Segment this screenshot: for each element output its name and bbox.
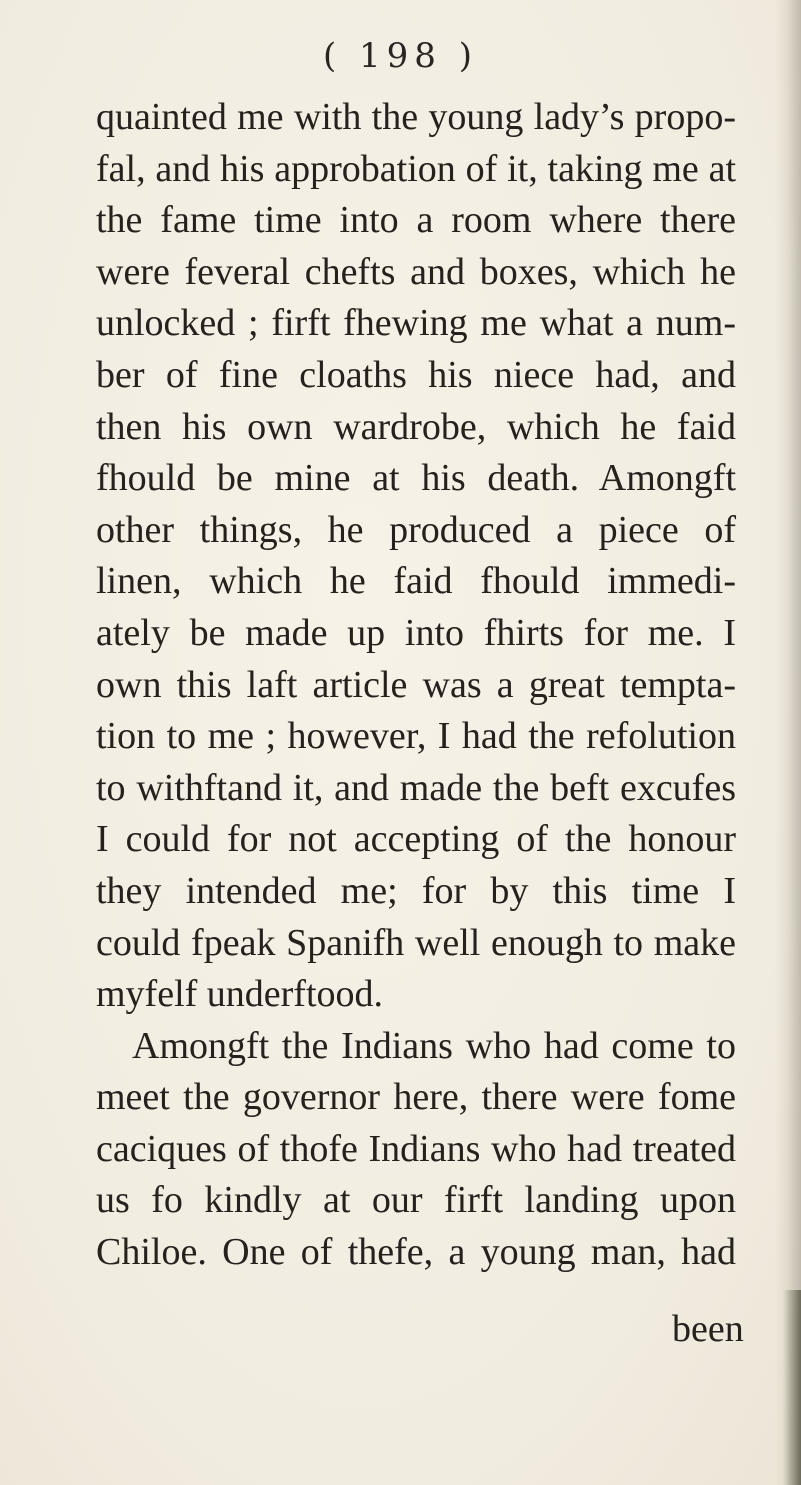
catchword: been bbox=[672, 1308, 744, 1350]
text-line: tion to me ; however, I had the refolution bbox=[96, 715, 736, 758]
text-line: unlocked ; firft fhewing me what a num- bbox=[96, 302, 736, 345]
text-line: quainted me with the young lady’s propo- bbox=[96, 96, 736, 138]
text-line: meet the governor here, there were fome bbox=[96, 1076, 736, 1119]
text-line: ber of fine cloaths his niece had, and bbox=[96, 353, 736, 396]
text-line: caciques of thofe Indians who had treated bbox=[96, 1127, 736, 1170]
text-line: Chiloe. One of thefe, a young man, had bbox=[96, 1231, 736, 1274]
text-line: us fo kindly at our firft landing upon bbox=[96, 1179, 736, 1222]
text-line: to withftand it, and made the beft excufes bbox=[96, 766, 736, 809]
text-line: were feveral chefts and boxes, which he bbox=[96, 250, 736, 293]
text-line: linen, which he faid fhould immedi- bbox=[96, 560, 736, 603]
text-line: they intended me; for by this time I bbox=[96, 869, 736, 912]
page-number: ( 198 ) bbox=[322, 36, 479, 76]
text-line: ately be made up into fhirts for me. I bbox=[96, 611, 736, 654]
text-line: myfelf underftood. bbox=[96, 973, 384, 1016]
text-line: own this laft article was a great tempta- bbox=[96, 663, 736, 706]
text-line: the fame time into a room where there bbox=[96, 199, 736, 242]
page-edge-dark bbox=[783, 1290, 801, 1485]
text-line: I could for not accepting of the honour bbox=[96, 818, 736, 861]
text-line: other things, he produced a piece of bbox=[96, 508, 736, 551]
page-edge-shadow bbox=[775, 0, 801, 1485]
body-text bbox=[96, 92, 736, 1279]
text-line: fal, and his approbation of it, taking me at bbox=[96, 147, 736, 190]
text-line: then his own wardrobe, which he faid bbox=[96, 405, 736, 448]
text-line: fhould be mine at his death. Amongft bbox=[96, 457, 736, 500]
text-line: Amongft the Indians who had come to bbox=[132, 1024, 736, 1067]
text-line: could fpeak Spanifh well enough to make bbox=[96, 921, 736, 964]
